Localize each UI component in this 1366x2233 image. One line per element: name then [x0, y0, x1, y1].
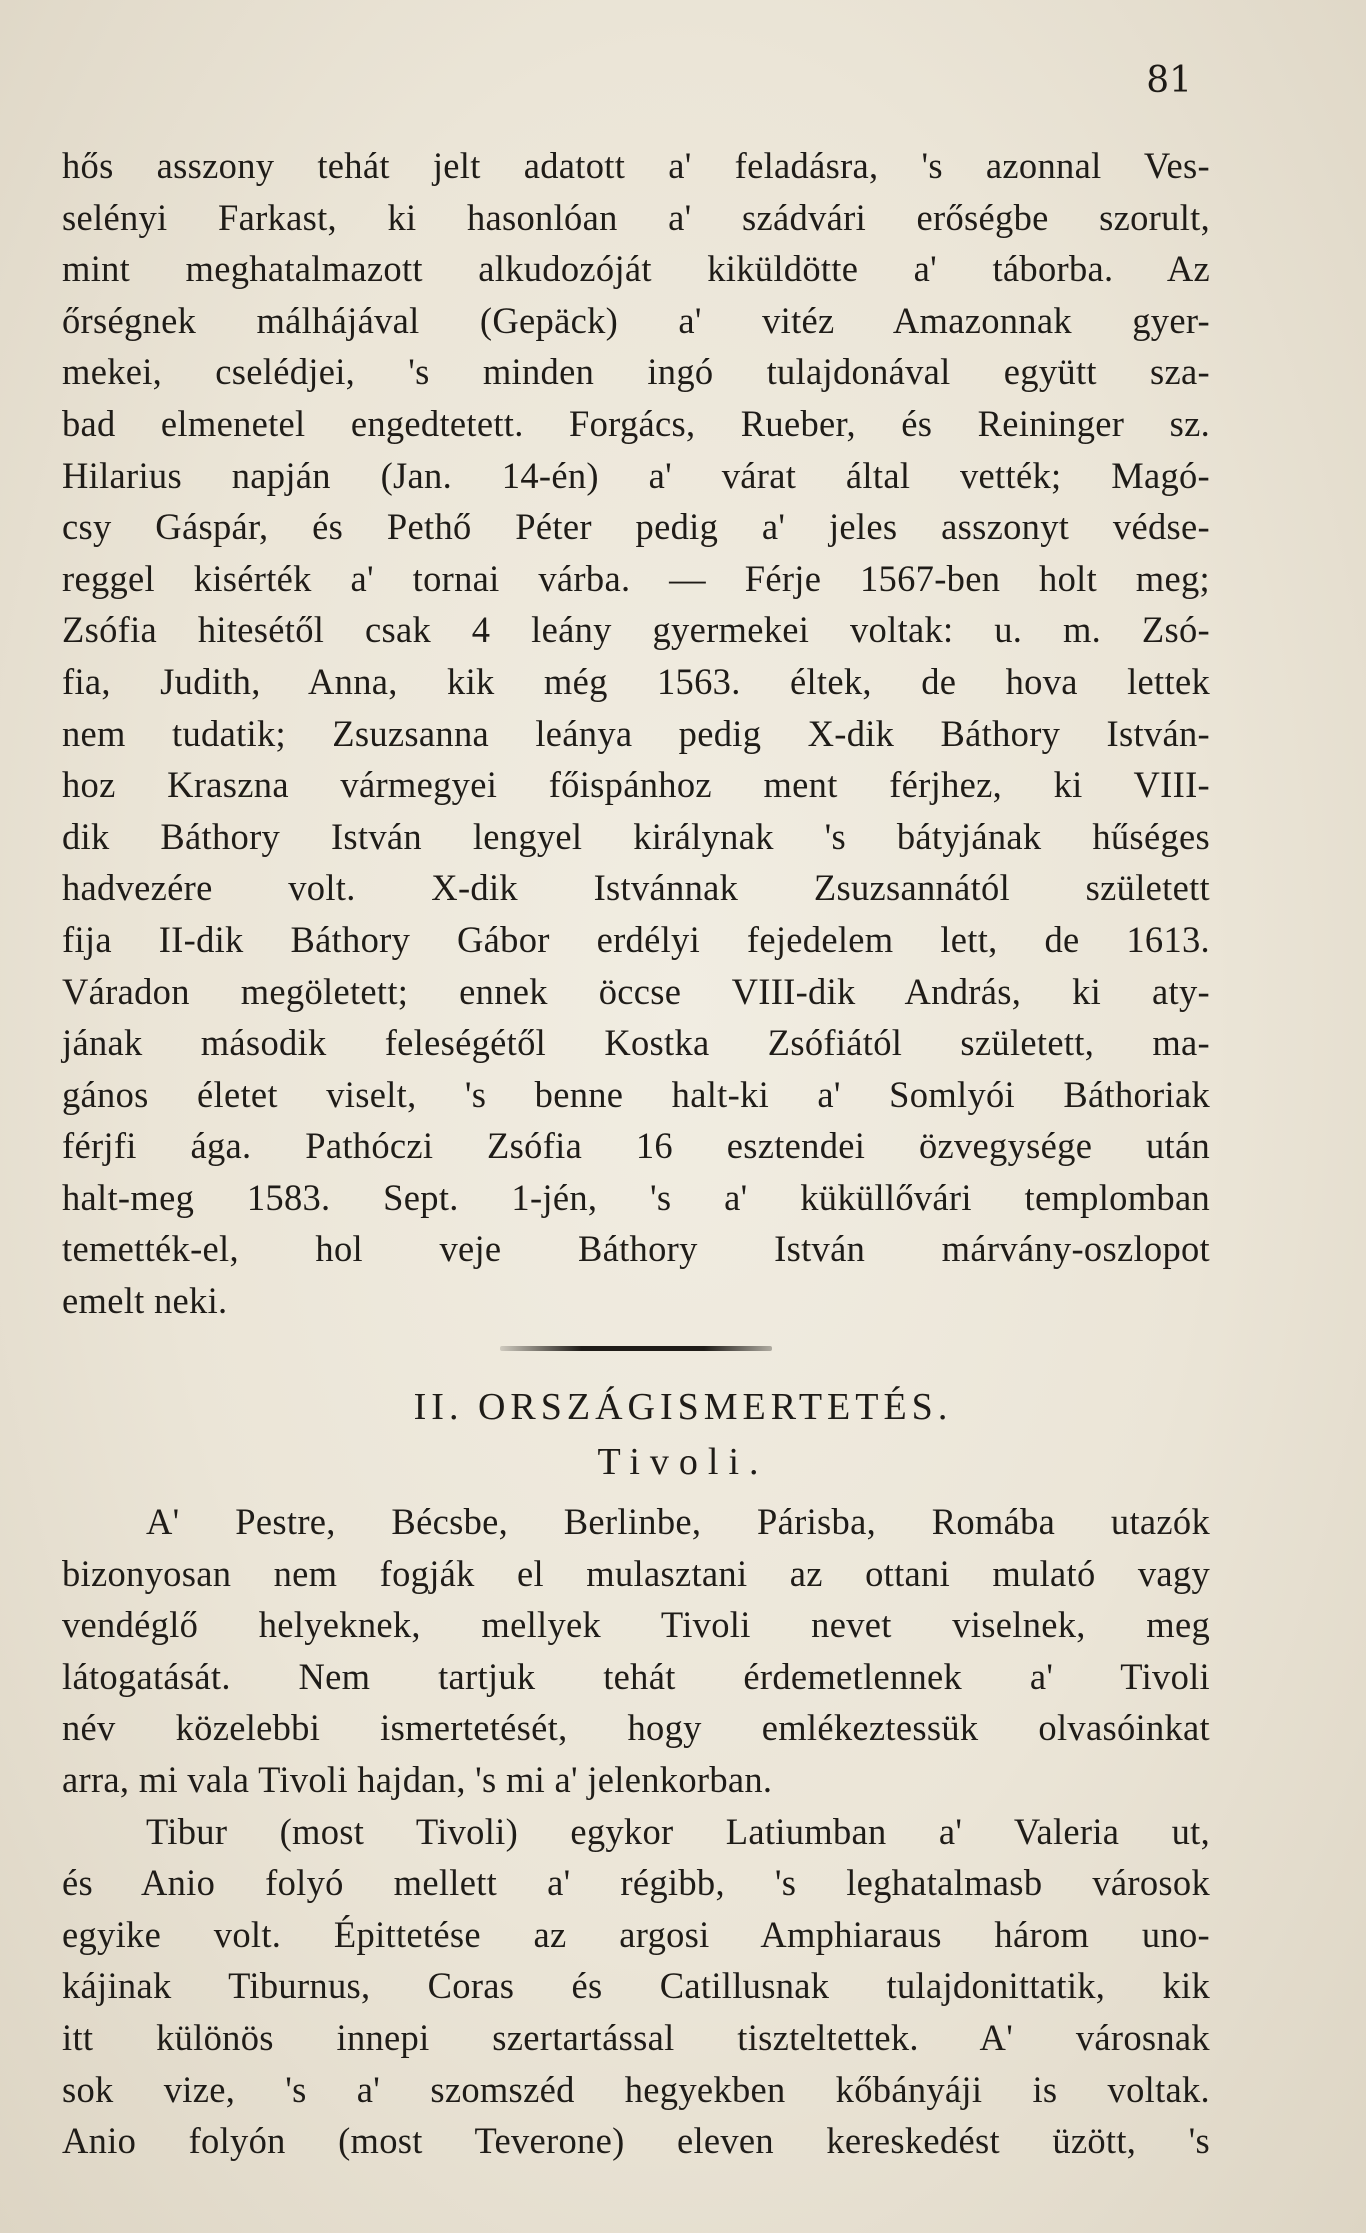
text-line: selényi Farkast, ki hasonlóan a' szádvári erőségbe szorult,	[62, 196, 1210, 238]
text-line: Hilarius napján (Jan. 14-én) a' várat által vették; Magó-	[62, 454, 1210, 496]
text-line: hoz Kraszna vármegyei főispánhoz ment férjhez, ki VIII-	[62, 764, 1210, 806]
text-line: férjfi ága. Pathóczi Zsófia 16 esztendei özvegysége után	[62, 1125, 1210, 1167]
text-line: bad elmenetel engedtetett. Forgács, Rueber, és Reininger sz.	[62, 402, 1210, 444]
text-line: vendéglő helyeknek, mellyek Tivoli nevet viselnek, meg	[62, 1604, 1210, 1646]
section-divider-rule	[500, 1346, 772, 1351]
text-line: dik Báthory István lengyel királynak 's bátyjának hűséges	[62, 815, 1210, 857]
text-line: név közelebbi ismertetését, hogy emlékeztessük olvasóinkat	[62, 1707, 1210, 1749]
text-line: és Anio folyó mellett a' régibb, 's leghatalmasb városok	[62, 1862, 1210, 1904]
text-line: fia, Judith, Anna, kik még 1563. éltek, de hova lettek	[62, 660, 1210, 702]
text-line: látogatását. Nem tartjuk tehát érdemetlennek a' Tivoli	[62, 1655, 1210, 1697]
text-line: temették-el, hol veje Báthory István márvány-oszlopot	[62, 1228, 1210, 1270]
text-line: fija II-dik Báthory Gábor erdélyi fejedelem lett, de 1613.	[62, 918, 1210, 960]
text-line: mint meghatalmazott alkudozóját kiküldötte a' táborba. Az	[62, 248, 1210, 290]
text-line: kájinak Tiburnus, Coras és Catillusnak tulajdonittatik, kik	[62, 1965, 1210, 2007]
text-line: halt-meg 1583. Sept. 1-jén, 's a' küküllővári templomban	[62, 1176, 1210, 1218]
paragraph-bathory-history	[62, 140, 1210, 1327]
text-line: mekei, cselédjei, 's minden ingó tulajdonával együtt sza-	[62, 351, 1210, 393]
text-line: reggel kisérték a' tornai várba. — Férje 1567-ben holt meg;	[62, 557, 1210, 599]
text-line: hadvezére volt. X-dik Istvánnak Zsuzsannától született	[62, 867, 1210, 909]
text-line: jának második feleségétől Kostka Zsófiától született, ma-	[62, 1022, 1210, 1064]
section-subtitle: Tivoli.	[597, 1441, 769, 1483]
section-title: II. ORSZÁGISMERTETÉS.	[413, 1386, 953, 1428]
text-line: arra, mi vala Tivoli hajdan, 's mi a' jelenkorban.	[62, 1758, 773, 1800]
text-line: emelt neki.	[62, 1280, 228, 1322]
text-line: hős asszony tehát jelt adatott a' feladásra, 's azonnal Ves-	[62, 145, 1210, 186]
text-line: itt különös innepi szertartással tiszteltettek. A' városnak	[62, 2016, 1210, 2058]
text-line: csy Gáspár, és Pethő Péter pedig a' jeles asszonyt védse-	[62, 506, 1210, 548]
text-line: sok vize, 's a' szomszéd hegyekben kőbányáji is voltak.	[62, 2068, 1210, 2110]
text-line: Zsófia hitesétől csak 4 leány gyermekei voltak: u. m. Zsó-	[62, 609, 1210, 651]
text-line: őrségnek málhájával (Gepäck) a' vitéz Amazonnak gyer-	[62, 299, 1210, 341]
text-line: A' Pestre, Bécsbe, Berlinbe, Párisba, Romába utazók	[146, 1501, 1210, 1542]
text-line: Tibur (most Tivoli) egykor Latiumban a' Valeria ut,	[146, 1810, 1210, 1852]
text-line: egyike volt. Épittetése az argosi Amphiaraus három uno-	[62, 1913, 1210, 1955]
text-line: gános életet viselt, 's benne halt-ki a' Somlyói Báthoriak	[62, 1073, 1210, 1115]
text-line: Váradon megöletett; ennek öccse VIII-dik András, ki aty-	[62, 970, 1210, 1012]
text-line: Anio folyón (most Teverone) eleven kereskedést üzött, 's	[62, 2120, 1210, 2162]
text-line: bizonyosan nem fogják el mulasztani az ottani mulató vagy	[62, 1552, 1210, 1594]
tivoli-article	[62, 1496, 1210, 2167]
text-line: nem tudatik; Zsuzsanna leánya pedig X-dik Báthory István-	[62, 712, 1210, 754]
page-number: 81	[1146, 60, 1192, 101]
